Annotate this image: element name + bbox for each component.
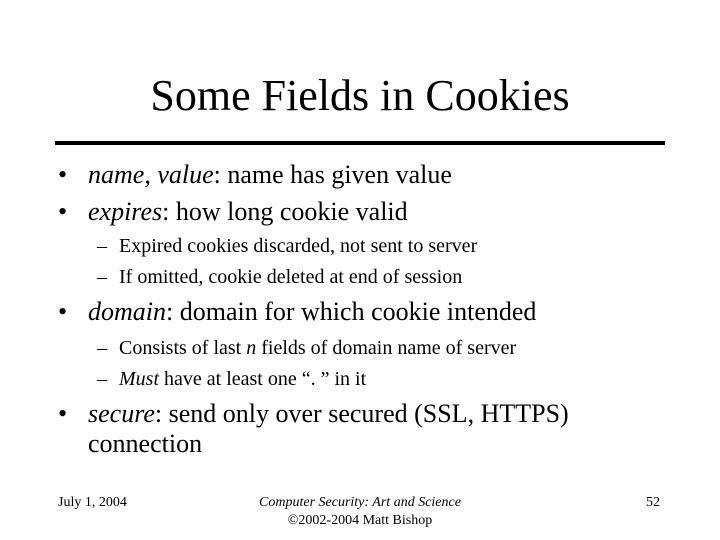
term-expires: expires — [88, 197, 163, 226]
bullet-marker: • — [58, 160, 68, 189]
sub-text: fields of domain name of server — [256, 337, 517, 359]
footer-date: July 1, 2004 — [58, 495, 127, 510]
bullet-marker: • — [58, 197, 68, 226]
bullet-item-name-value — [88, 160, 452, 190]
bullet-item-expires — [88, 197, 408, 227]
footer-copyright: ©2002-2004 Matt Bishop — [287, 513, 433, 528]
sub-bullet-marker: – — [97, 368, 107, 390]
definition: : name has given value — [213, 160, 452, 189]
sub-bullet-marker: – — [97, 235, 107, 257]
definition: : how long cookie valid — [162, 197, 408, 226]
sub-bullet-marker: – — [97, 266, 107, 288]
bullet-item-secure — [88, 399, 569, 429]
definition: : domain for which cookie intended — [166, 297, 537, 326]
footer-course-title: Computer Security: Art and Science — [259, 495, 461, 510]
definition: : send only over secured (SSL, HTTPS) — [154, 399, 569, 428]
sub-bullet-item — [119, 367, 366, 391]
term-secure: secure — [88, 399, 155, 428]
separator: , — [144, 160, 158, 189]
sub-text: Consists of last — [119, 337, 247, 359]
bullet-marker: • — [58, 399, 68, 428]
bullet-item-domain — [88, 297, 536, 327]
sub-bullet-item — [119, 336, 516, 360]
term-domain: domain — [88, 297, 166, 326]
bullet-item-continuation: connection — [88, 429, 203, 458]
sub-bullet-item: If omitted, cookie deleted at end of session — [119, 266, 463, 288]
bullet-marker: • — [58, 297, 68, 326]
page-number: 52 — [646, 495, 660, 510]
term-name: name — [88, 160, 145, 189]
footer-course — [210, 494, 510, 530]
sub-text-italic: Must — [119, 368, 159, 390]
term-value: value — [157, 160, 214, 189]
sub-text: have at least one “. ” in it — [159, 368, 367, 390]
sub-bullet-item: Expired cookies discarded, not sent to server — [119, 235, 478, 257]
sub-bullet-marker: – — [97, 337, 107, 359]
slide-title: Some Fields in Cookies — [150, 71, 570, 120]
sub-text-italic: n — [246, 337, 257, 359]
